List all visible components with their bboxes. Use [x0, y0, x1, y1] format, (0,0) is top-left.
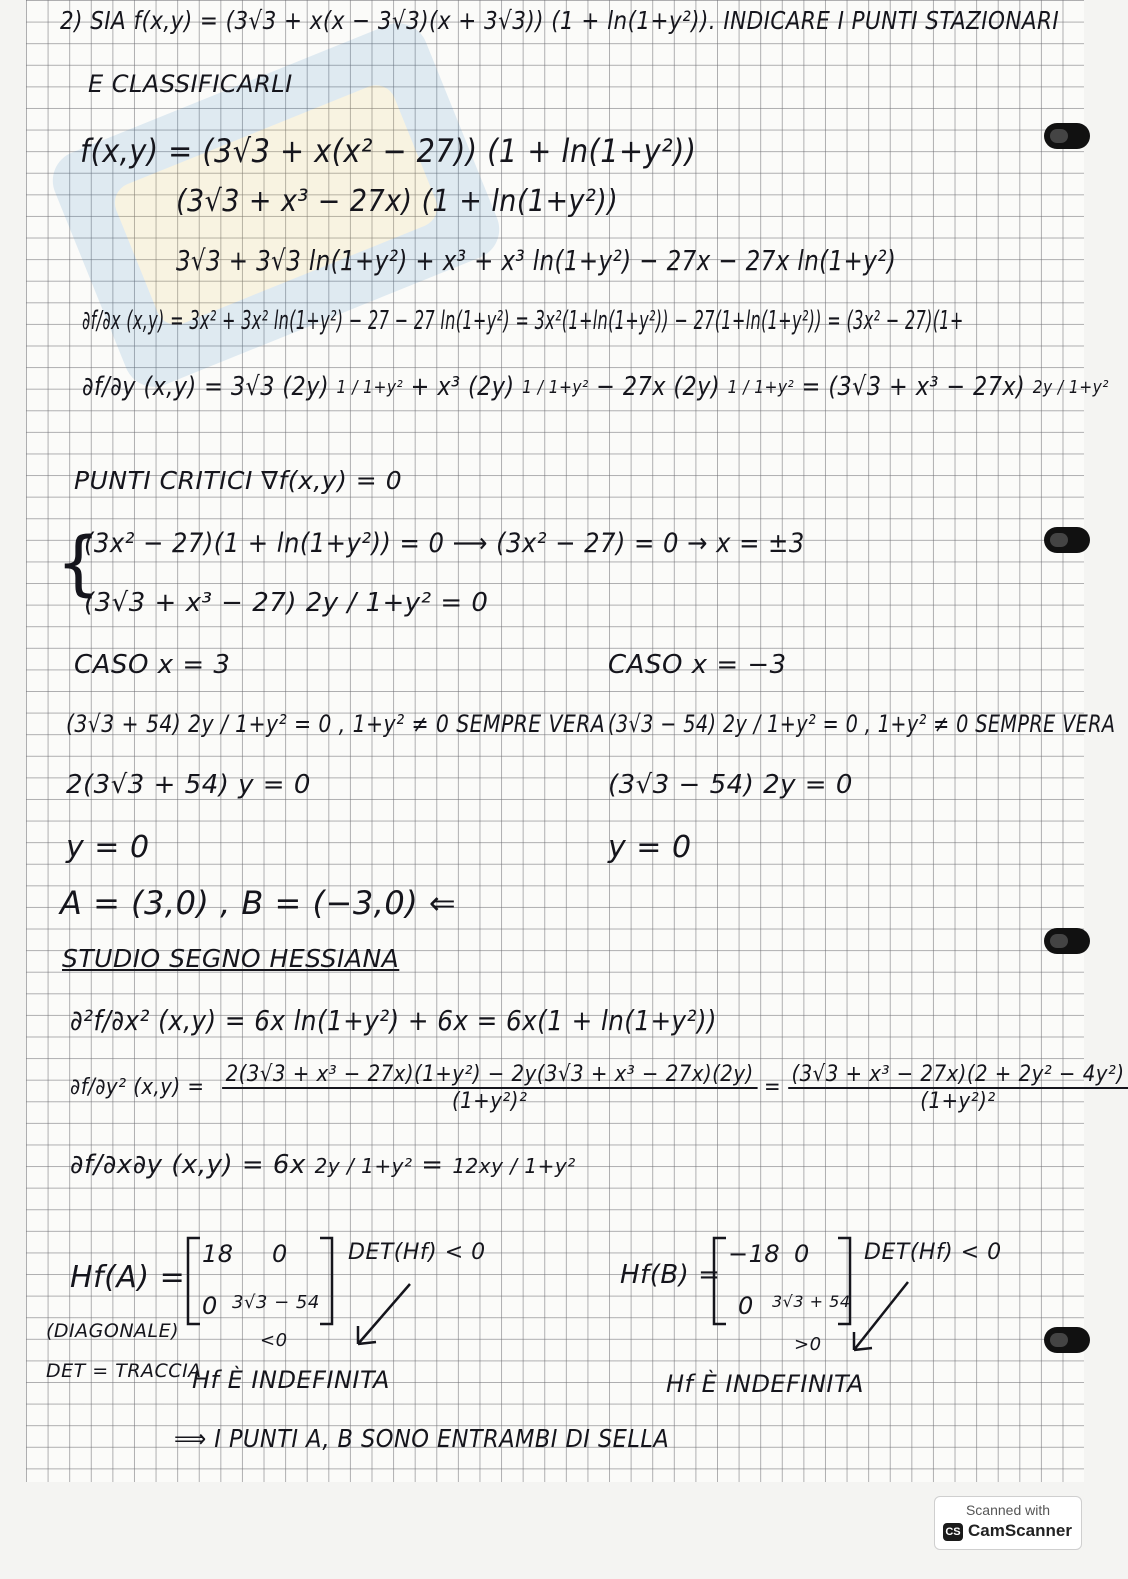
fraction: $\frac{\text{2(3√3 + x³ − 27x)(1+y²) − 2y(3√3 + x³ − 27x)(2y)}}{\text{(1+y²)²}}$ [222, 1062, 757, 1114]
hessian-b-m11: −18 [728, 1240, 781, 1268]
partial-y [82, 372, 1109, 402]
stationary-points: A = (3,0) , B = (−3,0) ⇐ [60, 884, 457, 922]
arrow-icon [846, 1278, 916, 1358]
case-x-neg3-result: y = 0 [608, 830, 692, 865]
notebook-page [26, 0, 1125, 1482]
final-conclusion: ⟹ I PUNTI A, B SONO ENTRAMBI DI SELLA [174, 1424, 670, 1453]
binder-hole [1044, 928, 1090, 954]
hessian-b-m21: 0 [738, 1292, 754, 1320]
hessian-b-m22: 3√3 + 54 [772, 1292, 851, 1311]
hessian-b-sign: >0 [794, 1334, 822, 1355]
camscanner-logo-icon: CS [943, 1523, 963, 1541]
binder-hole [1044, 1327, 1090, 1353]
hessian-b-label: Hf(B) = [620, 1260, 721, 1290]
system-eq-2: (3√3 + x³ − 27) 2y / 1+y² = 0 [84, 588, 489, 618]
hessian-a-diagonal-note: (DIAGONALE) [46, 1320, 180, 1342]
fraction: 12xy / 1+y² [452, 1153, 576, 1178]
hessian-a-det: DET(Hf) < 0 [348, 1240, 486, 1265]
case-x-3-eq: (3√3 + 54) 2y / 1+y² = 0 , 1+y² ≠ 0 SEMPRE VERA [66, 710, 606, 738]
hessian-heading: STUDIO SEGNO HESSIANA [62, 944, 400, 973]
fraction: 2y / 1+y² [1032, 377, 1109, 398]
hessian-a-m12: 0 [272, 1240, 288, 1268]
case-x-neg3-simplified: (3√3 − 54) 2y = 0 [608, 770, 853, 800]
case-x-3-result: y = 0 [66, 830, 150, 865]
camscanner-badge [934, 1496, 1082, 1550]
case-x-neg3-eq: (3√3 − 54) 2y / 1+y² = 0 , 1+y² ≠ 0 SEMPRE VERA [608, 710, 1116, 738]
system-bracket: { [56, 522, 102, 604]
matrix-bracket-left [710, 1236, 730, 1326]
hessian-a-sign: <0 [260, 1330, 288, 1351]
partial-y-part-1: ∂f/∂y (x,y) = 3√3 (2y) [82, 372, 330, 402]
hessian-b-m12: 0 [794, 1240, 810, 1268]
case-x-neg3-heading: CASO x = −3 [608, 650, 787, 680]
binder-hole [1044, 527, 1090, 553]
partial-y-part-3: − 27x (2y) [596, 372, 721, 402]
matrix-bracket-left [184, 1236, 204, 1326]
fraction: 1 / 1+y² [336, 377, 404, 398]
case-x-3-simplified: 2(3√3 + 54) y = 0 [66, 770, 311, 800]
critical-points-heading: PUNTI CRITICI ∇f(x,y) = 0 [74, 466, 403, 495]
arrow-icon [348, 1280, 418, 1352]
hessian-b-det: DET(Hf) < 0 [864, 1240, 1002, 1265]
fraction: 1 / 1+y² [727, 377, 795, 398]
fraction: $\frac{\text{(3√3 + x³ − 27x)(2 + 2y² − 4y²)}}{\text{(1+y²)²}}$ [788, 1062, 1128, 1114]
hessian-a-m11: 18 [202, 1240, 234, 1268]
expansion-step-2: (3√3 + x³ − 27x) (1 + ln(1+y²)) [176, 184, 619, 219]
hessian-a-m22: 3√3 − 54 [232, 1292, 320, 1313]
fraction: 2y / 1+y² [314, 1153, 413, 1178]
mixed-partial-label: ∂f/∂x∂y (x,y) = 6x [70, 1150, 306, 1180]
partial-x: ∂f/∂x (x,y) = 3x² + 3x² ln(1+y²) − 27 − 27 ln(1+y²) = 3x²(1+ln(1+y²)) − 27(1+ln(1+y²)) = (3x² − 27)(1+ [82, 306, 964, 336]
problem-statement: 2) SIA f(x,y) = (3√3 + x(x − 3√3)(x + 3√3)) (1 + ln(1+y²)). INDICARE I PUNTI STAZIONARI [60, 6, 1060, 35]
binder-hole [1044, 123, 1090, 149]
hessian-a-conclusion: Hf È INDEFINITA [192, 1366, 390, 1394]
problem-statement-cont: E CLASSIFICARLI [88, 70, 293, 98]
hessian-a-label: Hf(A) = [70, 1260, 186, 1295]
fraction: 1 / 1+y² [522, 377, 589, 398]
second-partial-yy [70, 1062, 1128, 1114]
badge-brand-name: CamScanner [968, 1521, 1072, 1540]
case-x-3-heading: CASO x = 3 [74, 650, 231, 680]
expansion-step-1: f(x,y) = (3√3 + x(x² − 27)) (1 + ln(1+y²)) [80, 132, 697, 170]
partial-y-part-2: + x³ (2y) [410, 372, 515, 402]
mixed-partial [70, 1150, 576, 1180]
badge-caption: Scanned with [965, 1502, 1051, 1518]
hessian-b-conclusion: Hf È INDEFINITA [666, 1370, 864, 1398]
hessian-a-m21: 0 [202, 1292, 218, 1320]
second-partial-yy-label: ∂f/∂y² (x,y) = [70, 1075, 205, 1100]
expansion-step-3: 3√3 + 3√3 ln(1+y²) + x³ + x³ ln(1+y²) − 27x − 27x ln(1+y²) [176, 244, 897, 277]
equals-sign: = [764, 1075, 782, 1100]
partial-y-part-4: = (3√3 + x³ − 27x) [801, 372, 1026, 402]
second-partial-xx: ∂²f/∂x² (x,y) = 6x ln(1+y²) + 6x = 6x(1 + ln(1+y²)) [70, 1004, 717, 1037]
hessian-a-trace-note: DET = TRACCIA [46, 1360, 202, 1382]
equals-sign: = [421, 1150, 444, 1180]
system-eq-1: (3x² − 27)(1 + ln(1+y²)) = 0 ⟶ (3x² − 27) = 0 → x = ±3 [84, 528, 805, 559]
